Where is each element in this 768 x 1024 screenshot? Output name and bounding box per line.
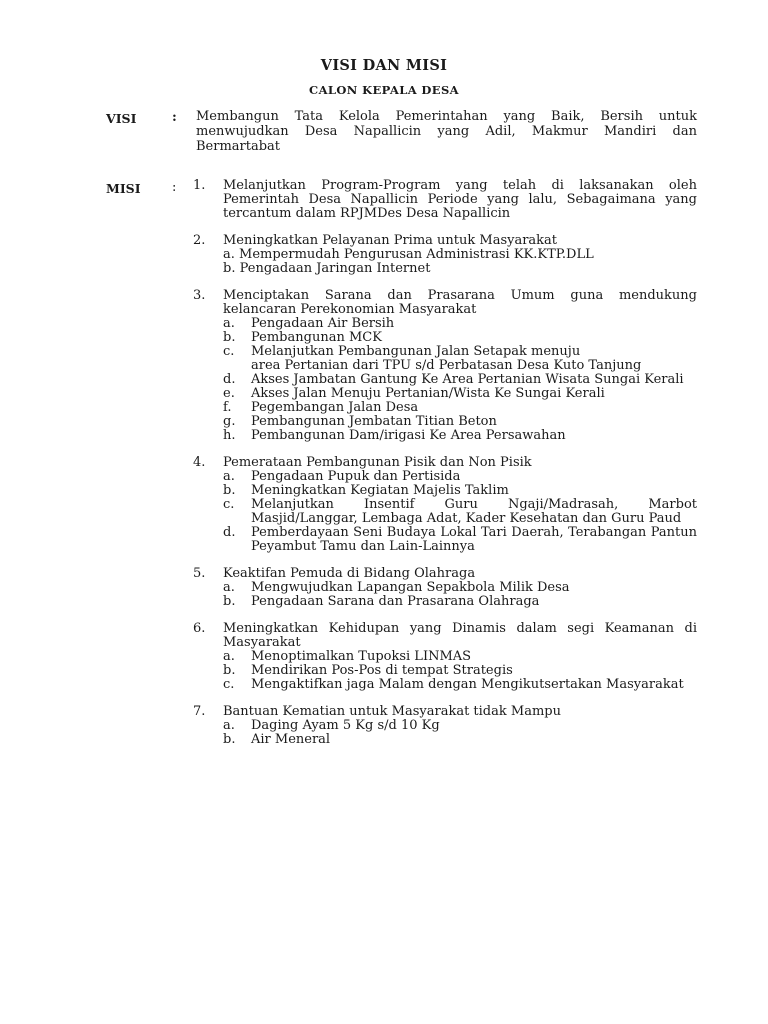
misi-item-number: 1. xyxy=(193,178,206,193)
misi-subitem: a. Mempermudah Pengurusan Administrasi KK.KTP.DLL xyxy=(223,247,594,262)
misi-subitem xyxy=(193,373,697,387)
misi-subitem-letter: a. xyxy=(223,580,235,595)
misi-subitem-text: Pengadaan Sarana dan Prasarana Olahraga xyxy=(251,594,540,609)
misi-item xyxy=(193,567,697,609)
visi-label: VISI xyxy=(106,111,137,126)
misi-subitem-continuation: area Pertanian dari TPU s/d Perbatasan Desa Kuto Tanjung xyxy=(251,358,642,373)
misi-subitem-text: Menoptimalkan Tupoksi LINMAS xyxy=(251,649,472,664)
misi-subitem xyxy=(193,317,697,331)
misi-subitem-text: Pengadaan Air Bersih xyxy=(251,316,395,331)
misi-subitem-text: Daging Ayam 5 Kg s/d 10 Kg xyxy=(251,718,440,733)
misi-subitem-text: Pembangunan Dam/irigasi Ke Area Persawahan xyxy=(251,428,566,443)
misi-subitem-letter: h. xyxy=(223,428,236,443)
misi-item xyxy=(193,234,697,276)
visi-colon: : xyxy=(172,110,177,125)
misi-subitem xyxy=(193,470,697,484)
misi-subitem-text: Mengwujudkan Lapangan Sepakbola Milik Desa xyxy=(251,580,570,595)
misi-subitem-letter: d. xyxy=(223,525,236,540)
misi-subitem-letter: b. xyxy=(223,330,236,345)
misi-item xyxy=(193,705,697,747)
misi-subitem-letter: b. xyxy=(223,594,236,609)
misi-subitem xyxy=(193,415,697,429)
misi-item xyxy=(193,289,697,443)
misi-subitem-text: Mengaktifkan jaga Malam dengan Mengikutsertakan Masyarakat xyxy=(251,677,684,692)
misi-subitem xyxy=(193,733,697,747)
misi-subitem xyxy=(193,650,697,664)
misi-item-number: 5. xyxy=(193,566,206,581)
misi-subitem: b. Pengadaan Jaringan Internet xyxy=(223,261,431,276)
misi-item-number: 6. xyxy=(193,621,206,636)
misi-subitem xyxy=(193,331,697,345)
misi-subitem xyxy=(193,498,697,526)
misi-item-number: 7. xyxy=(193,704,206,719)
misi-item-text: Menciptakan Sarana dan Prasarana Umum guna mendukung kelancaran Perekonomian Masyarakat xyxy=(223,288,697,317)
misi-subitem-letter: c. xyxy=(223,344,235,359)
misi-item-text: Bantuan Kematian untuk Masyarakat tidak Mampu xyxy=(223,704,561,719)
misi-subitem-letter: a. xyxy=(223,649,235,664)
misi-subitem xyxy=(193,581,697,595)
misi-subitem-letter: a. xyxy=(223,316,235,331)
misi-colon: : xyxy=(172,180,177,195)
misi-subitem-text: Melanjutkan Pembangunan Jalan Setapak menuju xyxy=(251,344,581,359)
misi-subitem xyxy=(193,429,697,443)
misi-item xyxy=(193,179,697,221)
misi-subitem-letter: a. xyxy=(223,469,235,484)
misi-subitem-letter: e. xyxy=(223,386,235,401)
misi-subitem-text: Akses Jambatan Gantung Ke Area Pertanian Wisata Sungai Kerali xyxy=(251,372,684,387)
misi-subitem-text: Mendirikan Pos-Pos di tempat Strategis xyxy=(251,663,513,678)
misi-item-text: Melanjutkan Program-Program yang telah di laksanakan oleh Pemerintah Desa Napallicin Periode yang lalu, Sebagaimana yang tercantum dalam RPJMDes Desa Napallicin xyxy=(223,178,697,221)
misi-item-number: 4. xyxy=(193,455,206,470)
misi-item-text: Meningkatkan Kehidupan yang Dinamis dalam segi Keamanan di Masyarakat xyxy=(223,621,697,650)
misi-subitem-letter: d. xyxy=(223,372,236,387)
misi-item-text: Meningkatkan Pelayanan Prima untuk Masyarakat xyxy=(223,233,558,248)
misi-subitem-text: Pembangunan Jembatan Titian Beton xyxy=(251,414,497,429)
misi-subitem xyxy=(193,595,697,609)
misi-label: MISI xyxy=(106,181,141,196)
misi-list xyxy=(193,179,697,760)
misi-item-text: Keaktifan Pemuda di Bidang Olahraga xyxy=(223,566,476,581)
misi-subitem-text: Akses Jalan Menuju Pertanian/Wista Ke Sungai Kerali xyxy=(251,386,605,401)
misi-subitem-text: Meningkatkan Kegiatan Majelis Taklim xyxy=(251,483,509,498)
misi-item-number: 2. xyxy=(193,233,206,248)
misi-subitem xyxy=(193,401,697,415)
document-title: VISI DAN MISI xyxy=(320,57,448,74)
misi-subitem-letter: b. xyxy=(223,483,236,498)
misi-subitem-text: Pemberdayaan Seni Budaya Lokal Tari Daerah, Terabangan Pantun Peyambut Tamu dan Lain-Lainnya xyxy=(251,525,697,554)
misi-subitem xyxy=(193,484,697,498)
misi-subitem xyxy=(193,526,697,554)
misi-item xyxy=(193,456,697,554)
misi-subitem xyxy=(193,345,697,373)
misi-subitem xyxy=(193,664,697,678)
misi-subitem-text: Pengadaan Pupuk dan Pertisida xyxy=(251,469,461,484)
misi-subitem-letter: f. xyxy=(223,400,232,415)
misi-item xyxy=(193,622,697,692)
misi-item-text: Pemerataan Pembangunan Pisik dan Non Pisik xyxy=(223,455,532,470)
misi-item-number: 3. xyxy=(193,288,206,303)
misi-subitem-letter: c. xyxy=(223,497,235,512)
misi-subitem-letter: g. xyxy=(223,414,236,429)
misi-subitem-letter: c. xyxy=(223,677,235,692)
misi-subitem-text: Melanjutkan Insentif Guru Ngaji/Madrasah, Marbot Masjid/Langgar, Lembaga Adat, Kader Kesehatan dan Guru Paud xyxy=(251,497,697,526)
misi-subitem-text: Pegembangan Jalan Desa xyxy=(251,400,419,415)
visi-text: Membangun Tata Kelola Pemerintahan yang Baik, Bersih untuk menwujudkan Desa Napallicin yang Adil, Makmur Mandiri dan Bermartabat xyxy=(196,109,697,154)
misi-subitem-letter: b. xyxy=(223,663,236,678)
misi-subitem-text: Air Meneral xyxy=(251,732,331,747)
document-subtitle: CALON KEPALA DESA xyxy=(309,83,459,97)
misi-subitem-text: Pembangunan MCK xyxy=(251,330,382,345)
misi-subitem-letter: a. xyxy=(223,718,235,733)
misi-subitem xyxy=(193,387,697,401)
misi-subitem-letter: b. xyxy=(223,732,236,747)
misi-subitem xyxy=(193,678,697,692)
misi-subitem xyxy=(193,719,697,733)
